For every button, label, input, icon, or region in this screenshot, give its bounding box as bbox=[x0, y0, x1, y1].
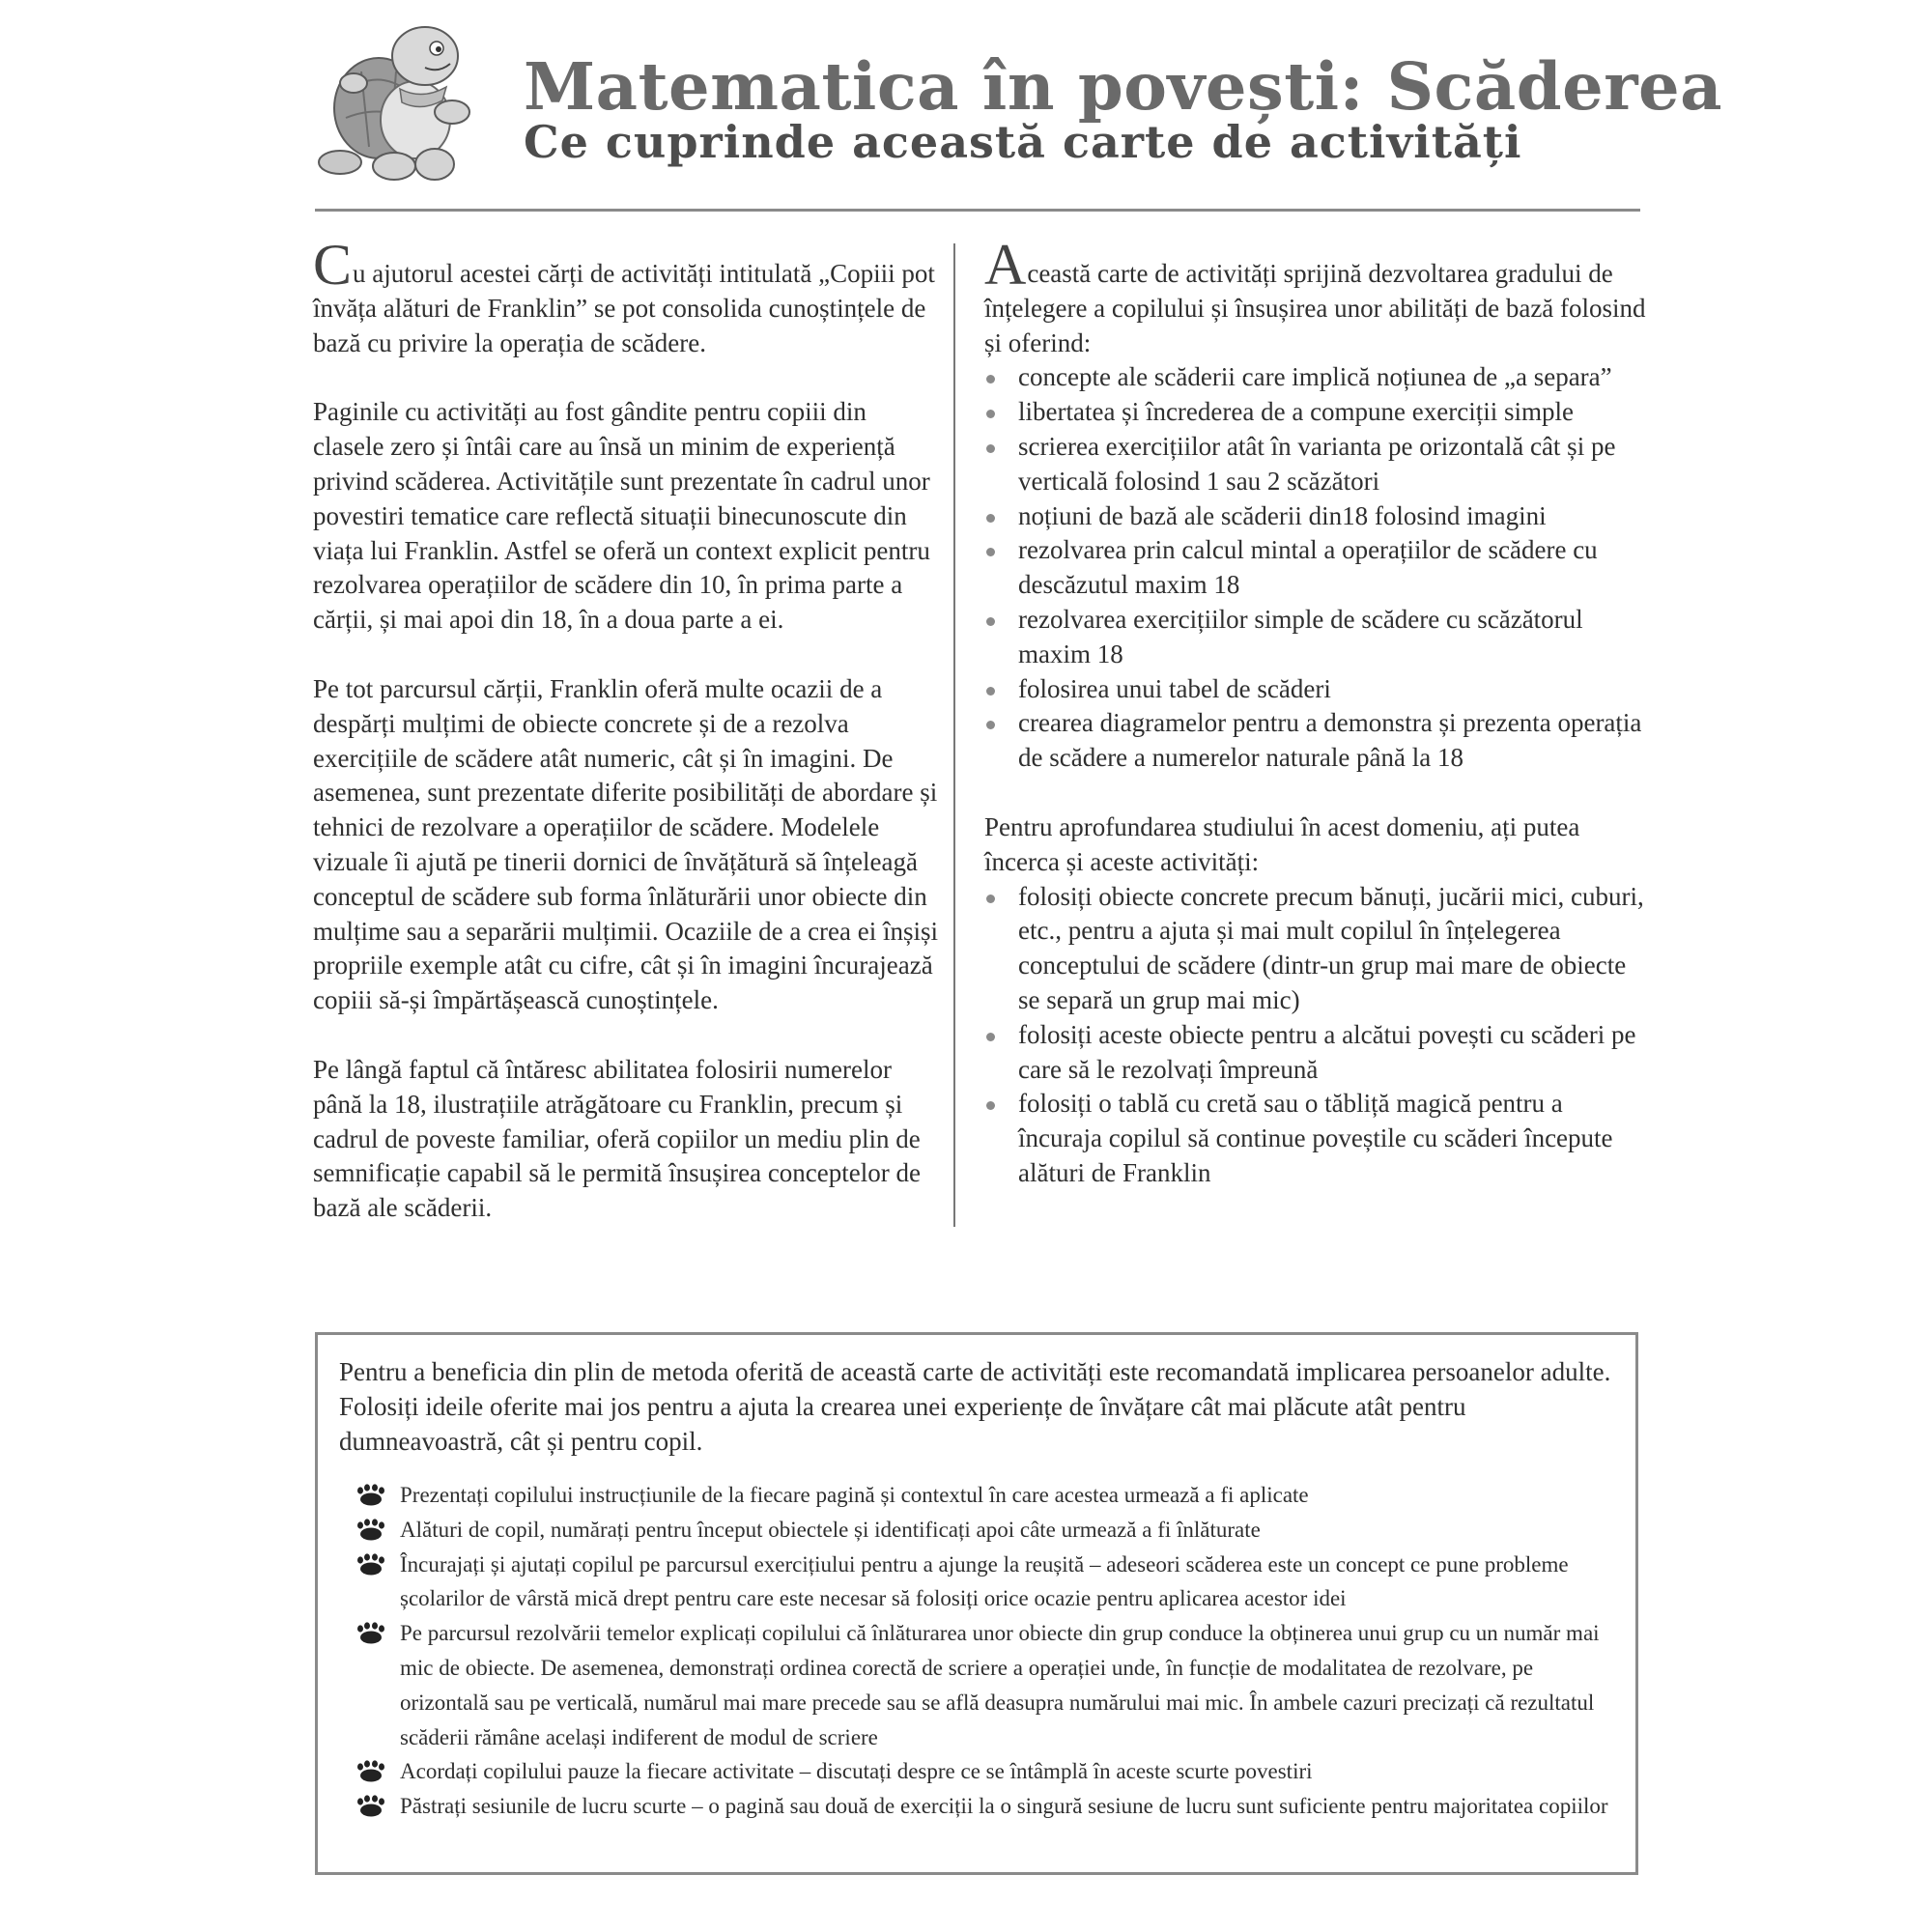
tip-text: Păstrați sesiunile de lucru scurte – o pagină sau două de exerciții la o singură sesiune de lucru sunt suficiente pentru majoritatea copiilor bbox=[400, 1794, 1608, 1819]
list-item: folosiți aceste obiecte pentru a alcătui povești cu scăderi pe care să le rezolvați împreună bbox=[984, 1018, 1651, 1088]
list-item: rezolvarea prin calcul mintal a operațiilor de scădere cu descăzutul maxim 18 bbox=[984, 533, 1651, 603]
paragraph-text: u ajutorul acestei cărți de activități intitulată „Copiii pot învăța alături de Franklin” se pot consolida cunoștințele de bază cu privire la operația de scădere. bbox=[313, 259, 935, 357]
tip-text: Prezentați copilului instrucțiunile de la fiecare pagină și contextul în care acestea urmează a fi aplicate bbox=[400, 1483, 1309, 1507]
paw-print-icon bbox=[356, 1518, 385, 1541]
tip-text: Alături de copil, numărați pentru început obiectele și identificați apoi câte urmează a fi înlăturate bbox=[400, 1517, 1261, 1542]
drop-cap: A bbox=[984, 233, 1027, 297]
right-paragraph-2: Pentru aprofundarea studiului în acest domeniu, ați putea încerca și aceste activități: bbox=[984, 811, 1580, 876]
paw-print-icon bbox=[356, 1759, 385, 1782]
paw-print-icon bbox=[356, 1621, 385, 1644]
paw-print-icon bbox=[356, 1552, 385, 1576]
tip-text: Acordați copilului pauze la fiecare activitate – discutați despre ce se întâmplă în aceste scurte povestiri bbox=[400, 1759, 1313, 1784]
tips-box bbox=[315, 1332, 1638, 1875]
tips-intro: Pentru a beneficia din plin de metoda oferită de această carte de activități este recomandată implicarea persoanelor adulte. Folosiți ideile oferite mai jos pentru a ajuta la crearea unei experiențe de învățare cât mai plăcute atât pentru dumneavoastră, cât și pentru copil. bbox=[339, 1357, 1611, 1456]
list-item bbox=[356, 1754, 1622, 1789]
tip-text: Pe parcursul rezolvării temelor explicați copilului că înlăturarea unor obiecte din grup conduce la obținerea unui grup cu un număr mai mic de obiecte. De asemenea, demonstrați ordinea corectă de scriere a operației unde, în funcție de modalitatea de rezolvare, pe orizontală sau pe verticală, numărul mai mare precede sau se află deasupra numărului mai mic. În ambele cazuri precizați că rezultatul scăderii rămâne același indiferent de modul de scriere bbox=[400, 1621, 1600, 1749]
paw-print-icon bbox=[356, 1483, 385, 1506]
list-item bbox=[356, 1789, 1622, 1824]
list-item: crearea diagramelor pentru a demonstra și prezenta operația de scădere a numerelor naturale până la 18 bbox=[984, 706, 1651, 776]
page-subtitle: Ce cuprinde această carte de activități bbox=[524, 116, 1522, 168]
header-divider bbox=[315, 209, 1640, 212]
left-paragraph-1 bbox=[313, 233, 941, 360]
list-item: concepte ale scăderii care implică noțiunea de „a separa” bbox=[984, 360, 1651, 395]
right-column bbox=[984, 233, 1651, 1226]
tip-text: Încurajați și ajutați copilul pe parcursul exercițiului pentru a ajunge la reușită – adeseori scăderea este un concept ce pune probleme școlarilor de vârstă mică drept pentru care este necesar să folosiți orice ocazie pentru aplicarea acestor idei bbox=[400, 1551, 1569, 1611]
right-intro bbox=[984, 233, 1651, 360]
paragraph-text: ceastă carte de activități sprijină dezvoltarea gradului de înțelegere a copilului și însușirea unor abilități de bază folosind și oferind: bbox=[984, 259, 1646, 357]
list-item: folosiți obiecte concrete precum bănuți, jucării mici, cuburi, etc., pentru a ajuta și mai mult copilul în înțelegerea conceptului de scădere (dintr-un grup mai mare de obiecte se separă un grup mai mic) bbox=[984, 880, 1651, 1018]
tips-list bbox=[356, 1478, 1622, 1824]
left-paragraph-2: Paginile cu activități au fost gândite pentru copiii din clasele zero și întâi care au însă un minim de experiență privind scăderea. Activitățile sunt prezentate în cadrul unor povestiri tematice care reflectă situații binecunoscute din viața lui Franklin. Astfel se oferă un context explicit pentru rezolvarea operațiilor de scădere din 10, în prima parte a cărții, și mai apoi din 18, în a doua parte a ei. bbox=[313, 397, 930, 635]
column-divider bbox=[953, 243, 955, 1227]
left-paragraph-4: Pe lângă faptul că întăresc abilitatea folosirii numerelor până la 18, ilustrațiile atrăgătoare cu Franklin, precum și cadrul de poveste familiar, oferă copiilor un mediu plin de semnificație capabil să le permită însușirea conceptelor de bază ale scăderii. bbox=[313, 1054, 921, 1223]
list-item bbox=[356, 1478, 1622, 1513]
page-title: Matematica în povești: Scăderea bbox=[524, 48, 1723, 125]
franklin-turtle-illustration bbox=[311, 12, 495, 195]
activities-list bbox=[984, 880, 1651, 1191]
list-item: folosirea unui tabel de scăderi bbox=[984, 672, 1651, 707]
paw-print-icon bbox=[356, 1794, 385, 1817]
left-paragraph-3: Pe tot parcursul cărții, Franklin oferă multe ocazii de a despărți mulțimi de obiecte concrete și de a rezolva exercițiile de scădere atât numeric, cât și în imagini. De asemenea, sunt prezentate diferite posibilități de abordare și tehnici de rezolvare a operațiilor de scădere. Modelele vizuale îi ajută pe tinerii dornici de învățătură să înțeleagă conceptul de scădere sub forma înlăturării unor obiecte din mulțime sau a separării mulțimii. Ocaziile de a crea ei înșiși propriile exemple atât cu cifre, cât și în imagini încurajează copiii să-și împărtășească cunoștințele. bbox=[313, 673, 939, 1015]
skills-list bbox=[984, 360, 1651, 776]
list-item: folosiți o tablă cu cretă sau o tăbliță magică pentru a încuraja copilul să continue poveștile cu scăderi începute alături de Franklin bbox=[984, 1087, 1651, 1190]
list-item bbox=[356, 1616, 1622, 1754]
drop-cap: C bbox=[313, 233, 353, 297]
list-item: scrierea exercițiilor atât în varianta pe orizontală cât și pe verticală folosind 1 sau 2 scăzători bbox=[984, 430, 1651, 499]
list-item: noțiuni de bază ale scăderii din18 folosind imagini bbox=[984, 499, 1651, 534]
list-item bbox=[356, 1513, 1622, 1548]
list-item bbox=[356, 1548, 1622, 1617]
list-item: rezolvarea exercițiilor simple de scădere cu scăzătorul maxim 18 bbox=[984, 603, 1651, 672]
list-item: libertatea și încrederea de a compune exerciții simple bbox=[984, 395, 1651, 430]
left-column bbox=[313, 233, 941, 1261]
